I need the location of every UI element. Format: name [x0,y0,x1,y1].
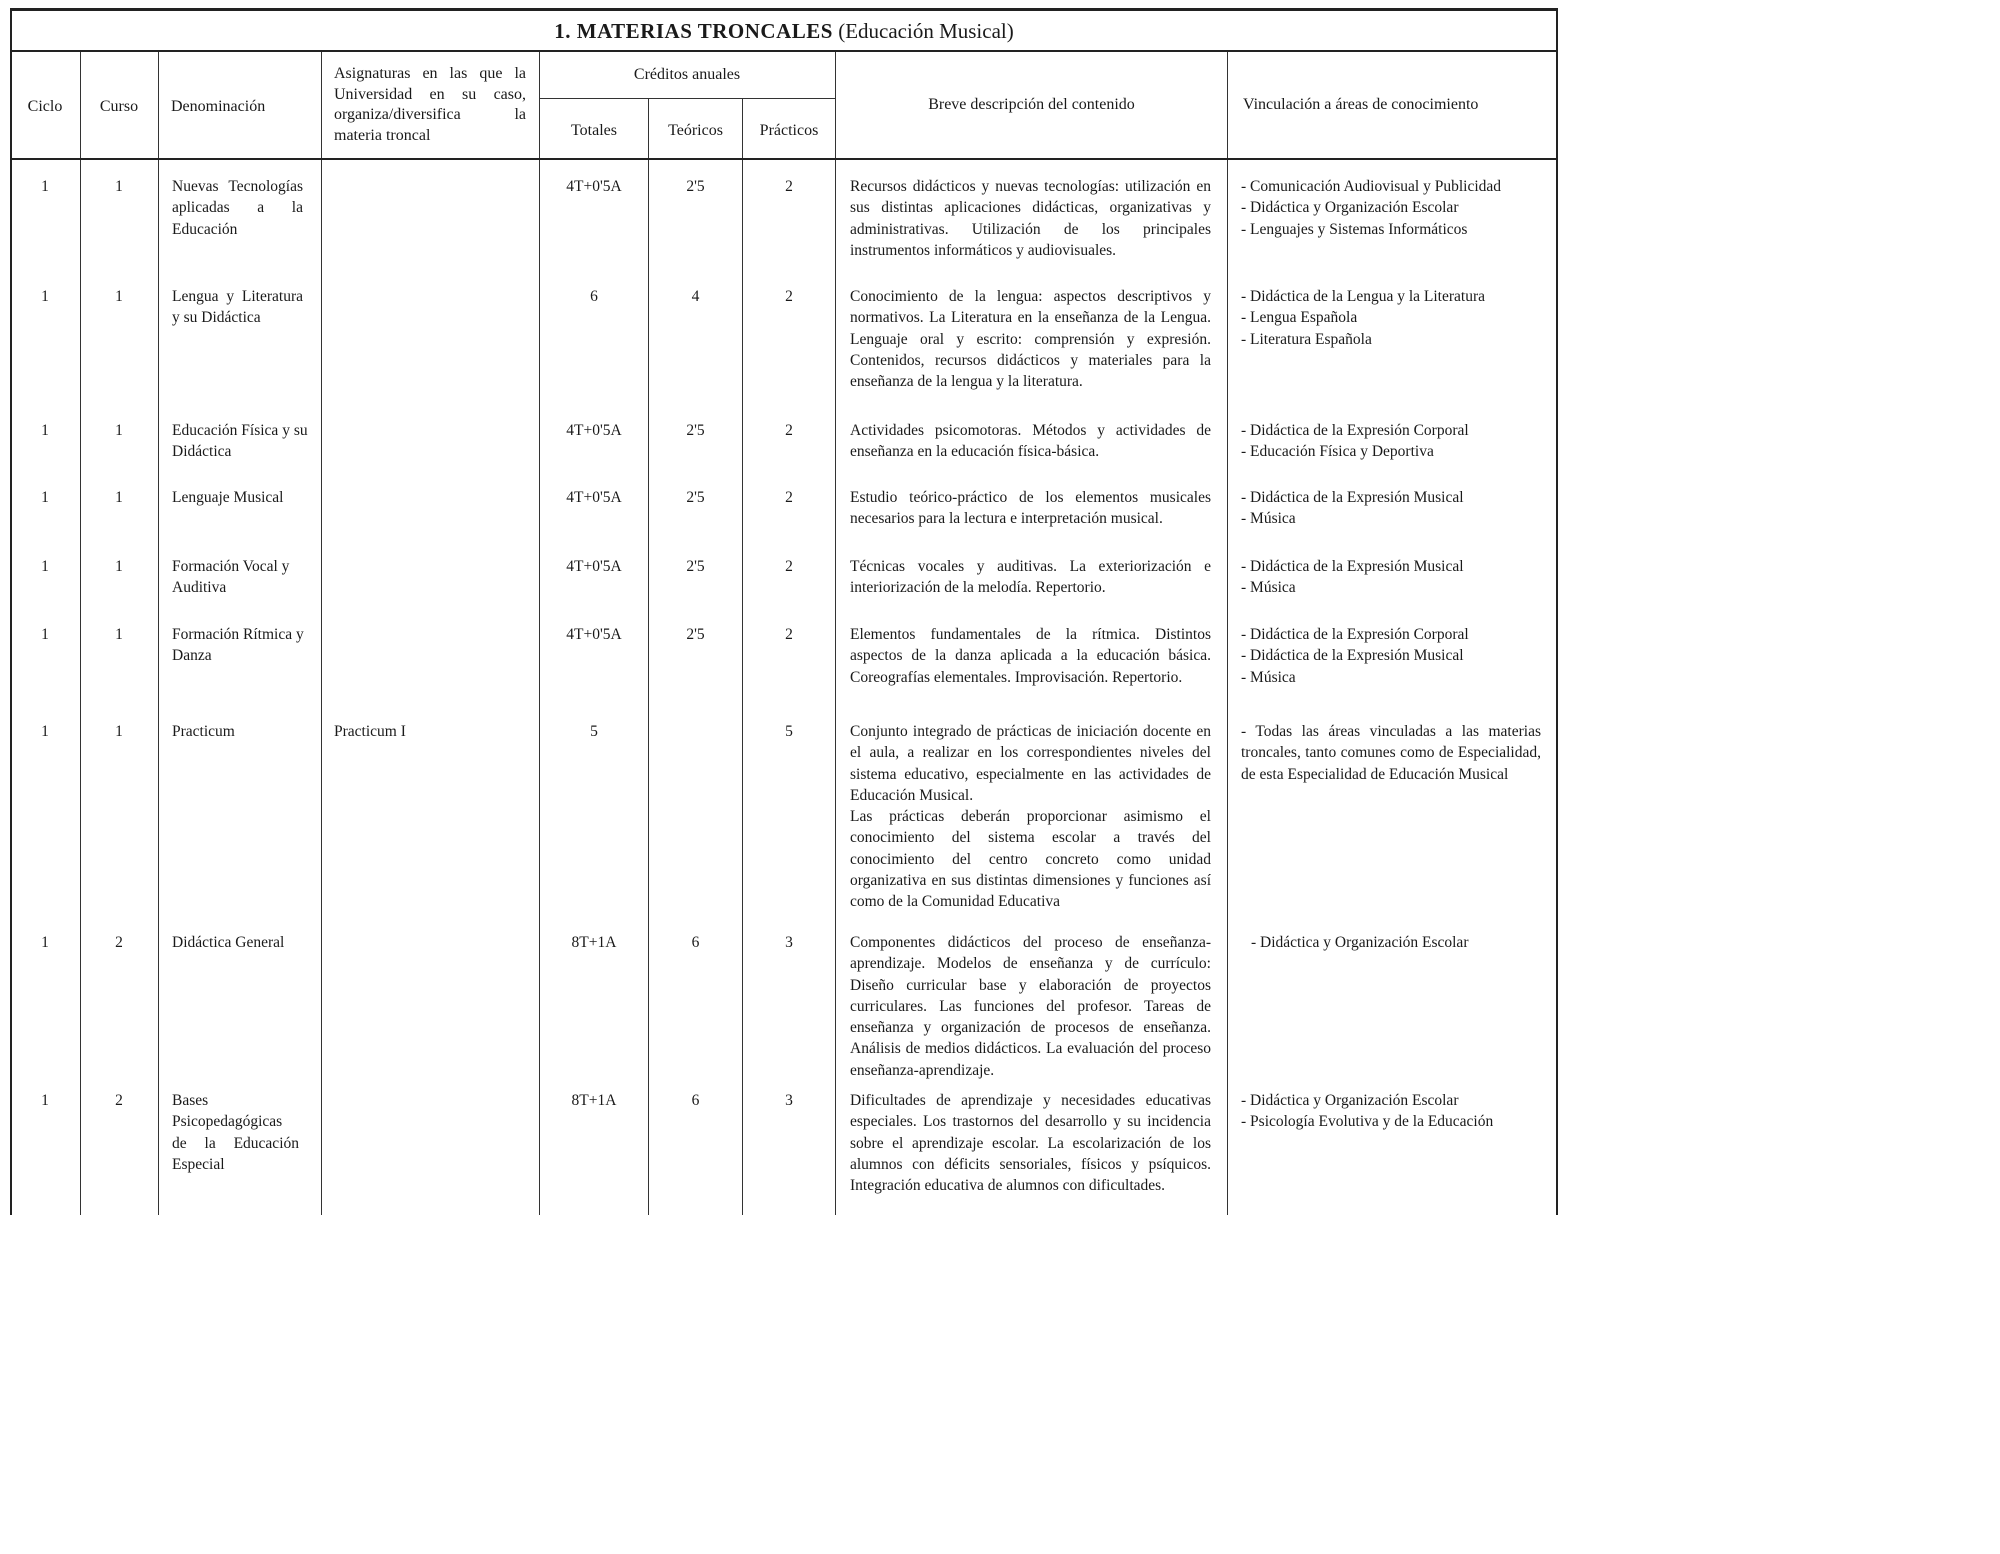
cell-curso: 1 [115,178,123,195]
cell-practicos: 2 [785,288,793,305]
col-line [539,52,540,1215]
vinculacion-item: - Didáctica y Organización Escolar [1241,1092,1459,1109]
title-subtitle: (Educación Musical) [838,19,1014,43]
descripcion-paragraph: Conjunto integrado de prácticas de iniciación docente en el aula, a realizar en los correspondientes niveles del sistema educativo, especialmente en las actividades de Educación Musical. [850,723,1211,804]
cell-ciclo: 1 [41,723,49,740]
col-line [742,98,743,1215]
cell-curso: 1 [115,626,123,643]
col-line [835,52,836,1215]
cell-denominacion: Bases Psicopedagógicas de la Educación Especial [172,1092,299,1173]
header-teoricos: Teóricos [668,122,723,139]
vinculacion-item: - Comunicación Audiovisual y Publicidad [1241,178,1502,195]
vinculacion-item: - Didáctica de la Lengua y la Literatura [1241,288,1485,305]
cell-practicos: 3 [785,1092,793,1109]
header-subline [539,98,835,99]
cell-vinculacion [1241,286,1555,350]
cell-ciclo: 1 [41,178,49,195]
cell-totales: 5 [590,723,598,740]
header-totales: Totales [571,122,617,139]
cell-vinculacion [1241,721,1541,785]
vinculacion-item: - Todas las áreas vinculadas a las materias troncales, tanto comunes como de Especialidad, de esta Especialidad de Educación Musical [1241,723,1541,783]
cell-descripcion [850,721,1211,913]
header-bottom-line [10,158,1558,160]
col-line [648,98,649,1215]
cell-curso: 1 [115,422,123,439]
cell-descripcion: Recursos didácticos y nuevas tecnologías: utilización en sus distintas aplicaciones didácticas, organizativas y administrativas. Utilización de los principales instrumentos informáticos y audiovisuales. [850,178,1211,259]
cell-totales: 4T+0'5A [566,422,622,439]
cell-practicos: 2 [785,626,793,643]
cell-descripcion: Componentes didácticos del proceso de enseñanza-aprendizaje. Modelos de enseñanza y de currículo: Diseño curricular base y elaboración de proyectos curriculares. Las funciones del profesor. Tareas de enseñanza y organización de procesos de enseñanza. Análisis de medios didácticos. La evaluación del proceso enseñanza-aprendizaje. [850,934,1211,1079]
vinculacion-item: - Educación Física y Deportiva [1241,443,1434,461]
cell-descripcion: Actividades psicomotoras. Métodos y actividades de enseñanza en la educación física-básica. [850,422,1211,461]
cell-curso: 2 [115,934,123,951]
vinculacion-item: - Didáctica de la Expresión Corporal [1241,422,1469,439]
cell-totales: 4T+0'5A [566,626,622,643]
cell-vinculacion [1241,420,1555,463]
cell-vinculacion [1241,1090,1555,1133]
cell-curso: 1 [115,558,123,575]
cell-descripcion: Técnicas vocales y auditivas. La exteriorización e interiorización de la melodía. Repertorio. [850,558,1211,597]
cell-denominacion: Didáctica General [172,934,285,951]
cell-ciclo: 1 [41,489,49,506]
cell-denominacion: Lenguaje Musical [172,489,284,506]
cell-teoricos: 6 [691,1092,700,1109]
cell-descripcion: Conocimiento de la lengua: aspectos descriptivos y normativos. La Literatura en la enseñanza de la Lengua. Lenguaje oral y escrito: comprensión y expresión. Contenidos, recursos didácticos y materiales para la enseñanza de la lengua y la literatura. [850,288,1211,391]
cell-ciclo: 1 [41,288,49,305]
cell-ciclo: 1 [41,626,49,643]
cell-teoricos: 2'5 [686,489,705,506]
cell-asignaturas: Practicum I [334,723,406,740]
col-line [158,52,159,1215]
col-line [1227,52,1228,1215]
cell-totales: 8T+1A [571,934,617,951]
cell-teoricos: 6 [691,934,700,951]
header-ciclo: Ciclo [27,98,63,115]
cell-descripcion: Dificultades de aprendizaje y necesidades educativas especiales. Los trastornos del desarrollo y su incidencia sobre el aprendizaje escolar. La escolarización de los alumnos con déficits sensoriales, físicos y psíquicos. Integración educativa de alumnos con dificultades. [850,1092,1211,1195]
cell-vinculacion [1241,556,1555,599]
cell-teoricos: 2'5 [686,178,705,195]
vinculacion-item: - Didáctica de la Expresión Musical [1241,489,1464,506]
cell-teoricos: 4 [691,288,700,305]
cell-ciclo: 1 [41,558,49,575]
cell-totales: 8T+1A [571,1092,617,1109]
header-practicos: Prácticos [759,122,819,139]
cell-curso: 1 [115,723,123,740]
header-asignaturas: Asignaturas en las que la Universidad en su caso, organiza/diversifica la materia troncal [334,65,526,144]
cell-denominacion: Practicum [172,723,235,740]
cell-totales: 4T+0'5A [566,558,622,575]
vinculacion-item: - Literatura Española [1241,330,1372,348]
cell-practicos: 5 [785,723,793,740]
cell-denominacion: Lengua y Literatura y su Didáctica [172,288,303,327]
cell-descripcion: Elementos fundamentales de la rítmica. Distintos aspectos de la danza aplicada a la educación básica. Coreografías elementales. Improvisación. Repertorio. [850,626,1211,686]
page-title [10,12,1558,52]
cell-totales: 6 [590,288,598,305]
cell-curso: 1 [115,489,123,506]
cell-totales: 4T+0'5A [566,489,622,506]
vinculacion-item: - Didáctica y Organización Escolar [1251,934,1469,951]
cell-curso: 2 [115,1092,123,1109]
cell-vinculacion [1241,624,1555,688]
cell-practicos: 2 [785,422,793,439]
vinculacion-item: - Didáctica y Organización Escolar [1241,199,1459,217]
cell-practicos: 2 [785,178,793,195]
cell-teoricos: 2'5 [686,422,705,439]
vinculacion-item: - Lenguajes y Sistemas Informáticos [1241,220,1468,238]
cell-descripcion: Estudio teórico-práctico de los elementos musicales necesarios para la lectura e interpretación musical. [850,489,1211,528]
cell-totales: 4T+0'5A [566,178,622,195]
cell-teoricos: 2'5 [686,558,705,575]
vinculacion-item: - Música [1241,510,1296,528]
vinculacion-item: - Lengua Española [1241,309,1358,327]
vinculacion-item: - Psicología Evolutiva y de la Educación [1241,1113,1494,1131]
title-bold: 1. MATERIAS TRONCALES [554,19,833,43]
header-curso: Curso [99,98,139,115]
cell-vinculacion [1241,176,1555,240]
cell-vinculacion [1251,932,1551,953]
descripcion-paragraph: Las prácticas deberán proporcionar asimismo el conocimiento del sistema escolar a través del conocimiento del centro concreto como unidad organizativa en sus distintas dimensiones y funciones así como de la Comunidad Educativa [850,808,1211,911]
vinculacion-item: - Música [1241,668,1296,686]
cell-vinculacion [1241,487,1555,530]
cell-ciclo: 1 [41,934,49,951]
header-creditos: Créditos anuales [633,66,741,83]
cell-denominacion: Educación Física y su Didáctica [172,422,308,461]
cell-denominacion: Formación Rítmica y Danza [172,626,304,665]
vinculacion-item: - Didáctica de la Expresión Corporal [1241,626,1469,643]
cell-ciclo: 1 [41,1092,49,1109]
vinculacion-item: - Música [1241,579,1296,597]
header-denominacion: Denominación [171,98,266,115]
col-line [80,52,81,1215]
cell-ciclo: 1 [41,422,49,439]
cell-practicos: 3 [785,934,793,951]
col-line [321,52,322,1215]
vinculacion-item: - Didáctica de la Expresión Musical [1241,558,1464,575]
cell-denominacion: Nuevas Tecnologías aplicadas a la Educación [172,178,303,238]
cell-practicos: 2 [785,558,793,575]
cell-curso: 1 [115,288,123,305]
vinculacion-item: - Didáctica de la Expresión Musical [1241,647,1464,665]
cell-teoricos: 2'5 [686,626,705,643]
cell-denominacion: Formación Vocal y Auditiva [172,558,290,597]
header-descripcion: Breve descripción del contenido [928,96,1135,113]
header-vinculacion: Vinculación a áreas de conocimiento [1243,96,1479,113]
cell-practicos: 2 [785,489,793,506]
